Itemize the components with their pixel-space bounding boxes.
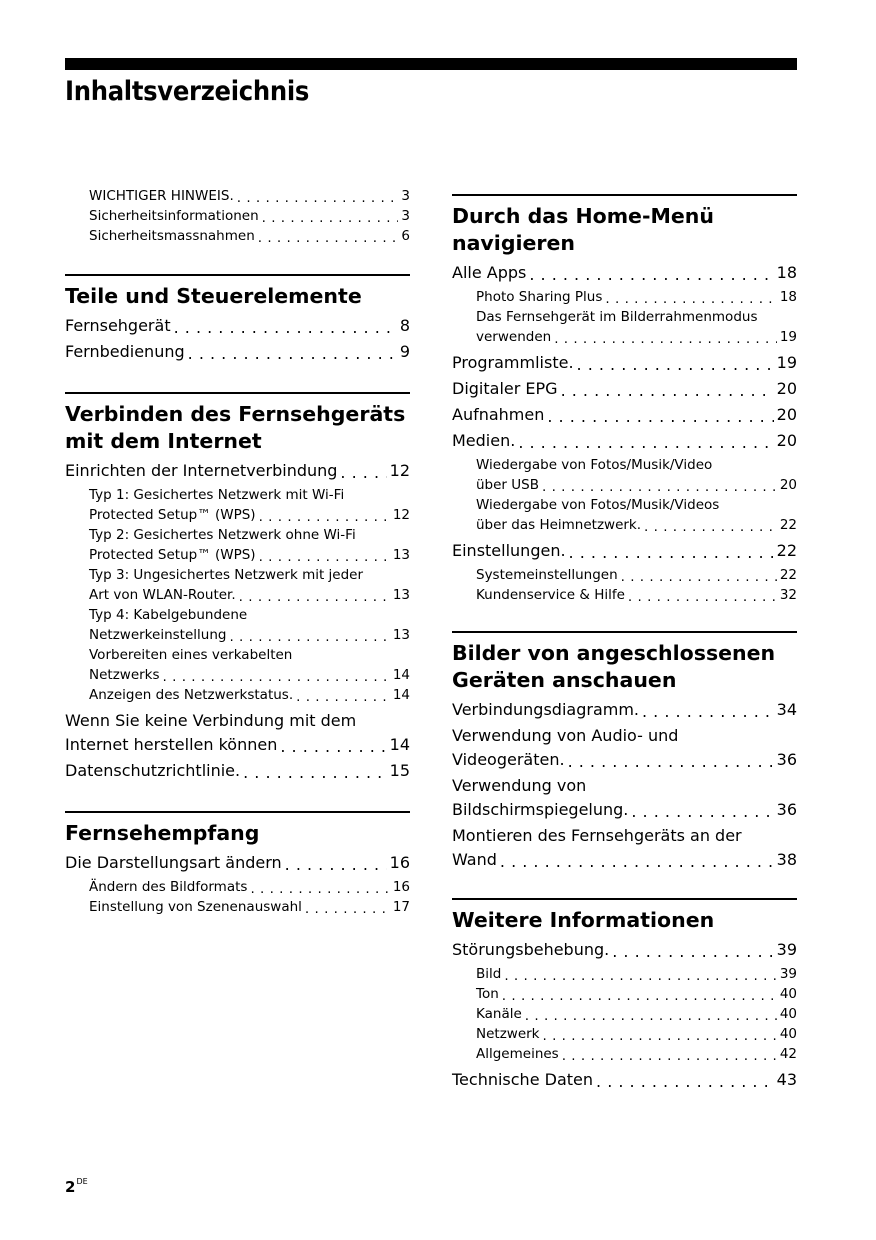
toc-entry-typ4[interactable]: Typ 4: Kabelgebundene Netzwerkeinstellung . . . 13 (89, 605, 410, 645)
toc-entry-audio-videogeraete[interactable]: Verwendung von Audio- und Videogeräten. . . . 36 (452, 724, 797, 772)
toc-entry-technische-daten[interactable]: Technische Daten . . . 43 (452, 1068, 797, 1092)
toc-entry-fernsehgeraet[interactable]: Fernsehgerät . . . 8 (65, 314, 410, 338)
toc-entry-verbindungsdiagramm[interactable]: Verbindungsdiagramm. . . . 34 (452, 698, 797, 722)
toc-entry-ton[interactable]: Ton . . . 40 (476, 984, 797, 1004)
section-heading-empfang: Fernsehempfang (65, 821, 260, 845)
toc-entry-typ3[interactable]: Typ 3: Ungesichertes Netzwerk mit jeder Art von WLAN-Router. . . . 13 (89, 565, 410, 605)
toc-entry-keine-verbindung[interactable]: Wenn Sie keine Verbindung mit dem Internet herstellen können . . . 14 (65, 709, 410, 757)
toc-entry-bild[interactable]: Bild . . . 39 (476, 964, 797, 984)
toc-entry-alle-apps[interactable]: Alle Apps . . . 18 (452, 261, 797, 285)
toc-entry-kanaele[interactable]: Kanäle . . . 40 (476, 1004, 797, 1024)
toc-entry-sicherheitsmassnahmen[interactable]: Sicherheitsmassnahmen . . . 6 (89, 226, 410, 246)
toc-entry-wichtiger-hinweis[interactable]: WICHTIGER HINWEIS. . . . 3 (89, 186, 410, 206)
toc-entry-verkabeltes-netzwerk[interactable]: Vorbereiten eines verkabelten Netzwerks . . . 14 (89, 645, 410, 685)
toc-section-bilder (452, 631, 797, 872)
section-heading-weitere: Weitere Informationen (452, 908, 715, 932)
toc-section-home-menue (452, 194, 797, 605)
section-heading-teile: Teile und Steuerelemente (65, 284, 362, 308)
toc-entry-darstellungsart[interactable]: Die Darstellungsart ändern . . . 16 (65, 851, 410, 875)
toc-entry-einrichten-internet[interactable]: Einrichten der Internetverbindung . . . 12 (65, 459, 410, 483)
toc-entry-bildformat[interactable]: Ändern des Bildformats . . . 16 (89, 877, 410, 897)
toc-entry-photo-sharing[interactable]: Photo Sharing Plus . . . 18 (476, 287, 797, 307)
toc-entry-bildschirmspiegelung[interactable]: Verwendung von Bildschirmspiegelung. . . . 36 (452, 774, 797, 822)
toc-entry-kundenservice[interactable]: Kundenservice & Hilfe . . . 32 (476, 585, 797, 605)
toc-entry-typ2[interactable]: Typ 2: Gesichertes Netzwerk ohne Wi-Fi Protected Setup™ (WPS) . . . 13 (89, 525, 410, 565)
toc-entry-aufnahmen[interactable]: Aufnahmen . . . 20 (452, 403, 797, 427)
toc-entry-wiedergabe-usb[interactable]: Wiedergabe von Fotos/Musik/Video über USB . . . 20 (476, 455, 797, 495)
toc-entry-einstellungen[interactable]: Einstellungen. . . . 22 (452, 539, 797, 563)
toc-entry-systemeinstellungen[interactable]: Systemeinstellungen . . . 22 (476, 565, 797, 585)
toc-entry-netzwerkstatus[interactable]: Anzeigen des Netzwerkstatus. . . . 14 (89, 685, 410, 705)
toc-section-weitere (452, 898, 797, 1092)
toc-entry-wiedergabe-heimnetzwerk[interactable]: Wiedergabe von Fotos/Musik/Videos über das Heimnetzwerk. . . . 22 (476, 495, 797, 535)
toc-entry-szenenauswahl[interactable]: Einstellung von Szenenauswahl . . . 17 (89, 897, 410, 917)
toc-section-verbinden (65, 392, 410, 783)
toc-right-column (452, 186, 797, 1094)
toc-section-teile (65, 274, 410, 364)
section-heading-home-menue: Durch das Home-Menü navigieren (452, 204, 714, 255)
toc-entry-netzwerk[interactable]: Netzwerk . . . 40 (476, 1024, 797, 1044)
toc-entry-programmliste[interactable]: Programmliste. . . . 19 (452, 351, 797, 375)
toc-entry-fernbedienung[interactable]: Fernbedienung . . . 9 (65, 340, 410, 364)
toc-entry-medien[interactable]: Medien. . . . 20 (452, 429, 797, 453)
toc-entry-wandmontage[interactable]: Montieren des Fernsehgeräts an der Wand . . . 38 (452, 824, 797, 872)
section-heading-verbinden: Verbinden des Fernsehgeräts mit dem Internet (65, 402, 406, 453)
toc-intro-section (65, 186, 410, 246)
toc-entry-typ1[interactable]: Typ 1: Gesichertes Netzwerk mit Wi-Fi Protected Setup™ (WPS) . . . 12 (89, 485, 410, 525)
section-heading-bilder: Bilder von angeschlossenen Geräten anschauen (452, 641, 776, 692)
toc-left-column (65, 186, 410, 917)
toc-entry-sicherheitsinformationen[interactable]: Sicherheitsinformationen . . . 3 (89, 206, 410, 226)
toc-section-empfang (65, 811, 410, 917)
toc-entry-allgemeines[interactable]: Allgemeines . . . 42 (476, 1044, 797, 1064)
page-title: Inhaltsverzeichnis (65, 76, 310, 107)
toc-entry-digitaler-epg[interactable]: Digitaler EPG . . . 20 (452, 377, 797, 401)
toc-entry-datenschutz[interactable]: Datenschutzrichtlinie. . . . 15 (65, 759, 410, 783)
page-number: 2DE (65, 1177, 88, 1196)
toc-entry-bilderrahmenmodus[interactable]: Das Fernsehgerät im Bilderrahmenmodus verwenden . . . 19 (476, 307, 797, 347)
title-bar (65, 58, 797, 70)
toc-entry-stoerungsbehebung[interactable]: Störungsbehebung. . . . 39 (452, 938, 797, 962)
